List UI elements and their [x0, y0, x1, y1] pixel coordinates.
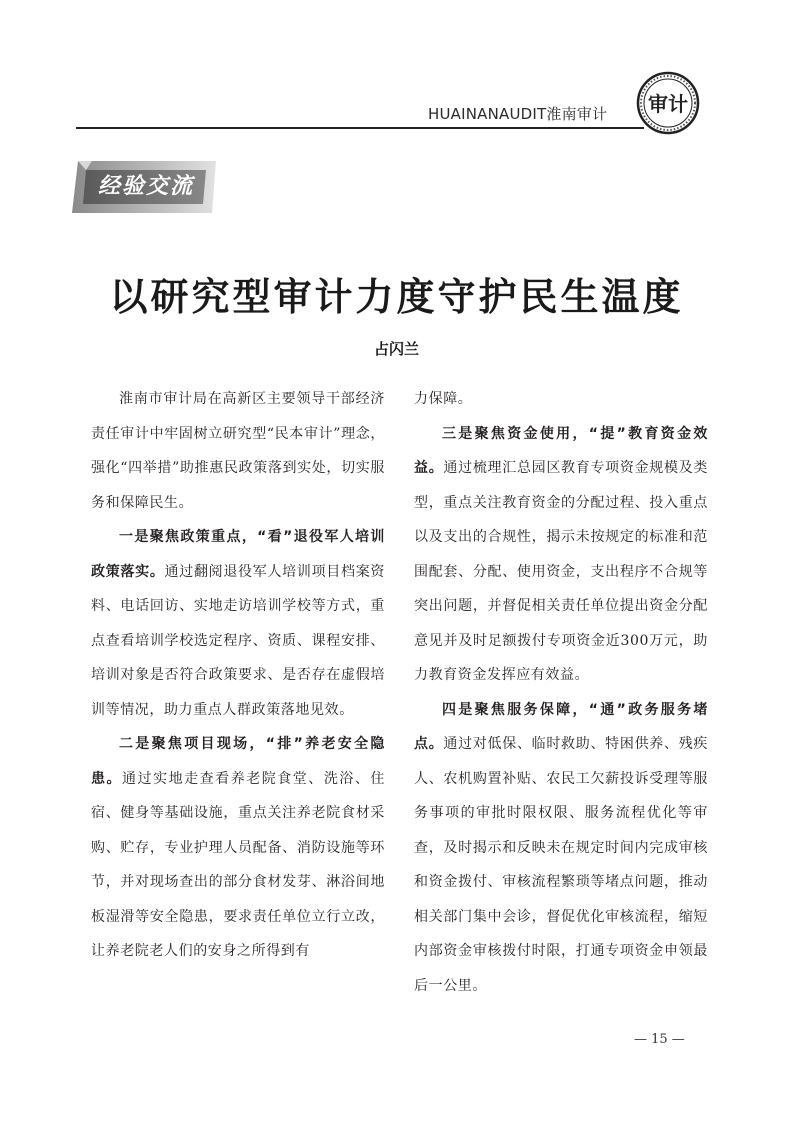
left-column: [91, 382, 385, 969]
paragraph-2: [91, 727, 385, 969]
page-number: — 15 —: [634, 1032, 685, 1047]
paragraph-4: [414, 693, 708, 1004]
paragraph-3-body: 通过梳理汇总园区教育专项资金规模及类型，重点关注教育资金的分配过程、投入重点以及支出的合规性，揭示未按规定的标准和范围配套、分配、使用资金，支出程序不合规等突出问题，并督促相关责任单位提出资金分配意见并及时足额拨付专项资金近300万元，助力教育资金发挥应有效益。: [414, 460, 708, 683]
paragraph-4-lead: 四是聚焦服务保障，“通”政务服务堵点。: [414, 701, 708, 752]
article-author: 占闪兰: [373, 340, 419, 358]
paragraph-3-lead: 三是聚焦资金使用，“提”教育资金效益。: [414, 425, 708, 476]
article-title: 以研究型审计力度守护民生温度: [109, 275, 684, 319]
paragraph-2-body: 通过实地走查看养老院食堂、洗浴、住宿、健身等基础设施，重点关注养老院食材采购、贮存，专业护理人员配备、消防设施等环节，并对现场查出的部分食材发芽、淋浴间地板湿滑等安全隐患，要求责任单位立行立改，让养老院老人们的安身之所得到有: [91, 770, 385, 959]
intro-paragraph: 淮南市审计局在高新区主要领导干部经济责任审计中牢固树立研究型“民本审计”理念，强化“四举措”助推惠民政策落到实处，切实服务和保障民生。: [91, 391, 385, 511]
seal-glyph: 审计: [648, 92, 688, 116]
paragraph-1: [91, 520, 385, 727]
paragraph-1-lead: 一是聚焦政策重点，“看”退役军人培训政策落实。: [91, 529, 385, 580]
paragraph-2-lead: 二是聚焦项目现场，“排”养老安全隐患。: [91, 736, 385, 787]
running-title: HUAINANAUDIT淮南审计: [428, 105, 608, 123]
right-column: [414, 382, 708, 1003]
audit-seal-logo: [636, 71, 700, 135]
section-label: 经验交流: [97, 174, 194, 199]
paragraph-3: [414, 417, 708, 693]
paragraph-2-continued: 力保障。: [414, 391, 473, 407]
paragraph-4-body: 通过对低保、临时救助、特困供养、残疾人、农机购置补贴、农民工欠薪投诉受理等服务事项的审批时限权限、服务流程优化等审查，及时揭示和反映未在规定时间内完成审核和资金拨付、审核流程繁琐等堵点问题，推动相关部门集中会诊，督促优化审核流程，缩短内部资金审核拨付时限，打通专项资金申领最后一公里。: [414, 736, 708, 994]
header-rule: [76, 127, 644, 129]
paragraph-1-body: 通过翻阅退役军人培训项目档案资料、电话回访、实地走访培训学校等方式，重点查看培训学校选定程序、资质、课程安排、培训对象是否符合政策要求、是否存在虚假培训等情况，助力重点人群政策落地见效。: [91, 563, 386, 718]
